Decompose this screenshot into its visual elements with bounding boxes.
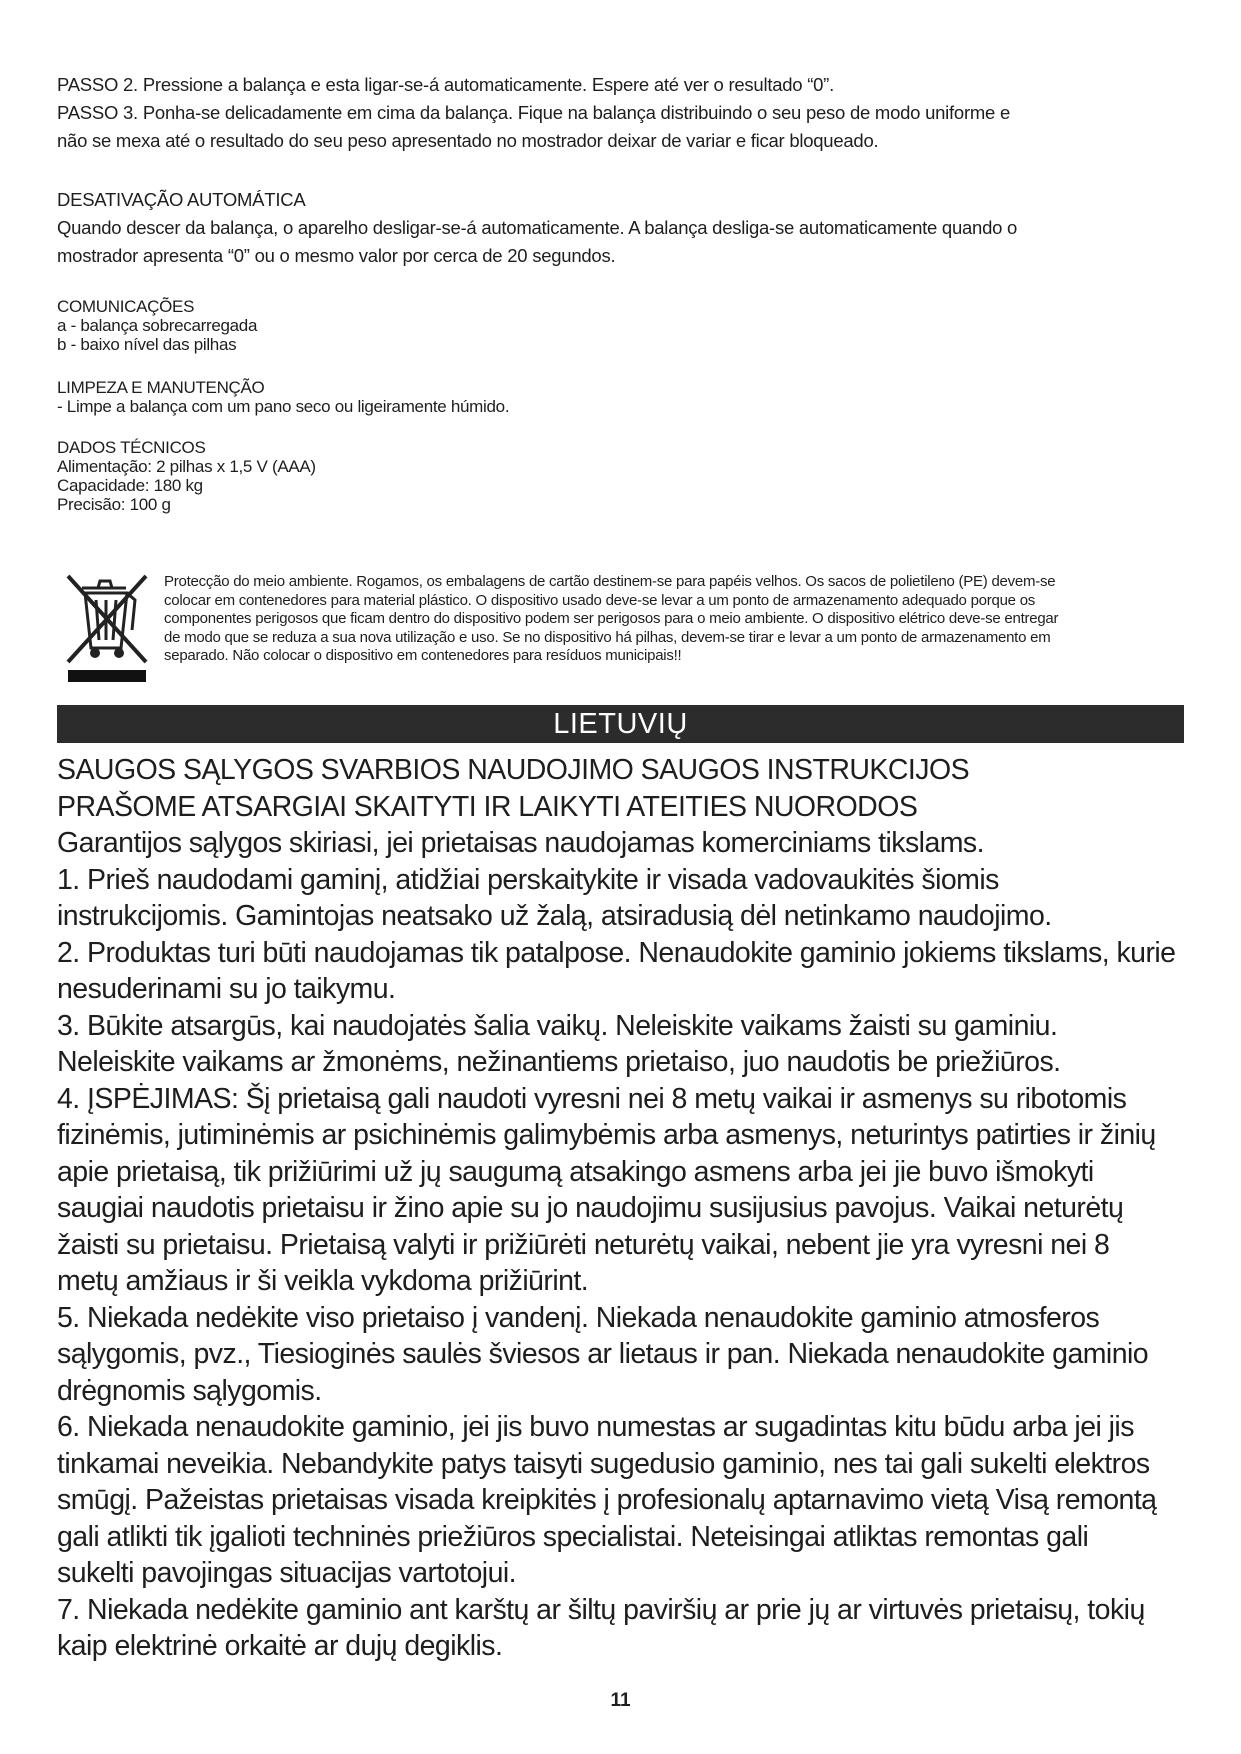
- technical-precision: Precisão: 100 g: [57, 495, 171, 514]
- env-line: de modo que se reduza a sua nova utilização e uso. Se no dispositivo há pilhas, devem-se tirar e levar a um ponto de armazenamento em: [164, 628, 1051, 646]
- cleaning-heading: LIMPEZA E MANUTENÇÃO: [57, 378, 265, 397]
- page-number: 11: [610, 1690, 631, 1711]
- body-line: sukelti pavojingas situacijas vartotojui.: [57, 1557, 517, 1589]
- env-line: colocar em contenedores para material plástico. O dispositivo usado deve-se levar a um ponto de armazenamento adequado porque os: [164, 591, 1036, 609]
- env-line: Protecção do meio ambiente. Rogamos, os embalagens de cartão destinem-se para papéis velhos. Os sacos de polietileno (PE) devem-se: [164, 573, 1056, 590]
- body-line: kaip elektrinė orkaitė ar dujų degiklis.: [57, 1630, 503, 1662]
- body-line: gali atlikti tik įgalioti techninės priežiūros specialistai. Neteisingai atliktas remontas gali: [57, 1520, 1089, 1553]
- body-line: 1. Prieš naudodami gaminį, atidžiai perskaitykite ir visada vadovaukitės šiomis: [57, 863, 999, 896]
- step-3-text-line1: PASSO 3. Ponha-se delicadamente em cima da balança. Fique na balança distribuindo o seu peso de modo uniforme e: [57, 102, 1011, 123]
- cleaning-section: [57, 378, 1187, 416]
- body-line: nesuderinami su jo taikymu.: [57, 973, 396, 1005]
- body-line: apie prietaisą, tik prižiūrimi už jų saugumą atsakingo asmens arba jei jie buvo išmokyti: [57, 1155, 1094, 1188]
- communications-section: [57, 297, 1187, 354]
- technical-capacity: Capacidade: 180 kg: [57, 476, 203, 495]
- auto-off-heading: DESATIVAÇÃO AUTOMÁTICA: [57, 189, 306, 210]
- body-line: drėgnomis sąlygomis.: [57, 1374, 322, 1407]
- step-3-text-line2: não se mexa até o resultado do seu peso apresentado no mostrador deixar de variar e ficar bloqueado.: [57, 130, 879, 151]
- body-line: 5. Niekada nedėkite viso prietaiso į vandenį. Niekada nenaudokite gaminio atmosferos: [57, 1301, 1100, 1334]
- communication-a: a - balança sobrecarregada: [57, 316, 258, 335]
- body-line: saugiai naudotis prietaisu ir žino apie su jo naudojimu susijusius pavojus. Vaikai neturėtų: [57, 1192, 1124, 1224]
- lithuanian-content: [57, 752, 1187, 1665]
- communications-heading: COMUNICAÇÕES: [57, 297, 195, 316]
- body-line: Garantijos sąlygos skiriasi, jei prietaisas naudojamas komerciniams tikslams.: [57, 827, 984, 859]
- body-line: metų amžiaus ir ši veikla vykdoma prižiūrint.: [57, 1265, 589, 1297]
- body-line: Neleiskite vaikams ar žmonėms, nežinantiems prietaiso, juo naudotis be priežiūros.: [57, 1046, 1061, 1078]
- language-banner: LIETUVIŲ: [57, 705, 1184, 743]
- body-line: 4. ĮSPĖJIMAS: Šį prietaisą gali naudoti vyresni nei 8 metų vaikai ir asmenys su ribotomis: [57, 1082, 1127, 1115]
- env-line: separado. Não colocar o dispositivo em contenedores para resíduos municipais!!: [164, 647, 682, 664]
- body-line: sąlygomis, pvz., Tiesioginės saulės šviesos ar lietaus ir pan. Niekada nenaudokite gaminio: [57, 1338, 1149, 1370]
- body-line: 6. Niekada nenaudokite gaminio, jei jis buvo numestas ar sugadintas kitu būdu arba jei jis: [57, 1411, 1134, 1443]
- crossed-out-wheelie-bin-icon: [60, 570, 152, 684]
- auto-off-text-line1: Quando descer da balança, o aparelho desligar-se-á automaticamente. A balança desliga-se automaticamente quando o: [57, 217, 1018, 238]
- passo-steps: [57, 71, 1187, 155]
- step-2-text: PASSO 2. Pressione a balança e esta ligar-se-á automaticamente. Espere até ver o resultado “0”.: [57, 74, 834, 95]
- env-line: componentes perigosos que ficam dentro do dispositivo podem ser perigosos para o meio ambiente. O dispositivo elétrico deve-se entregar: [164, 610, 1059, 627]
- environment-protection-text: [164, 573, 1174, 666]
- body-line: instrukcijomis. Gamintojas neatsako už žalą, atsiradusią dėl netinkamo naudojimo.: [57, 900, 1052, 932]
- body-line: 2. Produktas turi būti naudojamas tik patalpose. Nenaudokite gaminio jokiems tikslams, kurie: [57, 936, 1176, 969]
- body-line: 7. Niekada nedėkite gaminio ant karštų ar šiltų paviršių ar prie jų ar virtuvės prietaisų, tokių: [57, 1593, 1145, 1626]
- auto-off-section: [57, 186, 1187, 270]
- safety-title-line2: PRAŠOME ATSARGIAI SKAITYTI IR LAIKYTI ATEITIES NUORODOS: [57, 790, 918, 823]
- body-line: smūgį. Pažeistas prietaisas visada kreipkitės į profesionalų aptarnavimo vietą Visą remontą: [57, 1484, 1157, 1516]
- technical-power: Alimentação: 2 pilhas x 1,5 V (AAA): [57, 457, 316, 476]
- safety-title-line1: SAUGOS SĄLYGOS SVARBIOS NAUDOJIMO SAUGOS INSTRUKCIJOS: [57, 754, 970, 786]
- auto-off-text-line2: mostrador apresenta “0” ou o mesmo valor por cerca de 20 segundos.: [57, 245, 616, 266]
- technical-data-heading: DADOS TÉCNICOS: [57, 438, 206, 457]
- body-line: 3. Būkite atsargūs, kai naudojatės šalia vaikų. Neleiskite vaikams žaisti su gaminiu.: [57, 1009, 1058, 1042]
- body-line: fizinėmis, jutiminėmis ar psichinėmis galimybėmis arba asmenys, neturintys patirties ir žinių: [57, 1119, 1156, 1151]
- communication-b: b - baixo nível das pilhas: [57, 335, 237, 354]
- body-line: tinkamai neveikia. Nebandykite patys taisyti sugedusio gaminio, nes tai gali sukelti elektros: [57, 1447, 1150, 1480]
- body-line: žaisti su prietaisu. Prietaisą valyti ir prižiūrėti neturėtų vaikai, nebent jie yra vyresni nei 8: [57, 1228, 1110, 1261]
- cleaning-text: - Limpe a balança com um pano seco ou ligeiramente húmido.: [57, 397, 510, 416]
- technical-data-section: [57, 438, 1187, 514]
